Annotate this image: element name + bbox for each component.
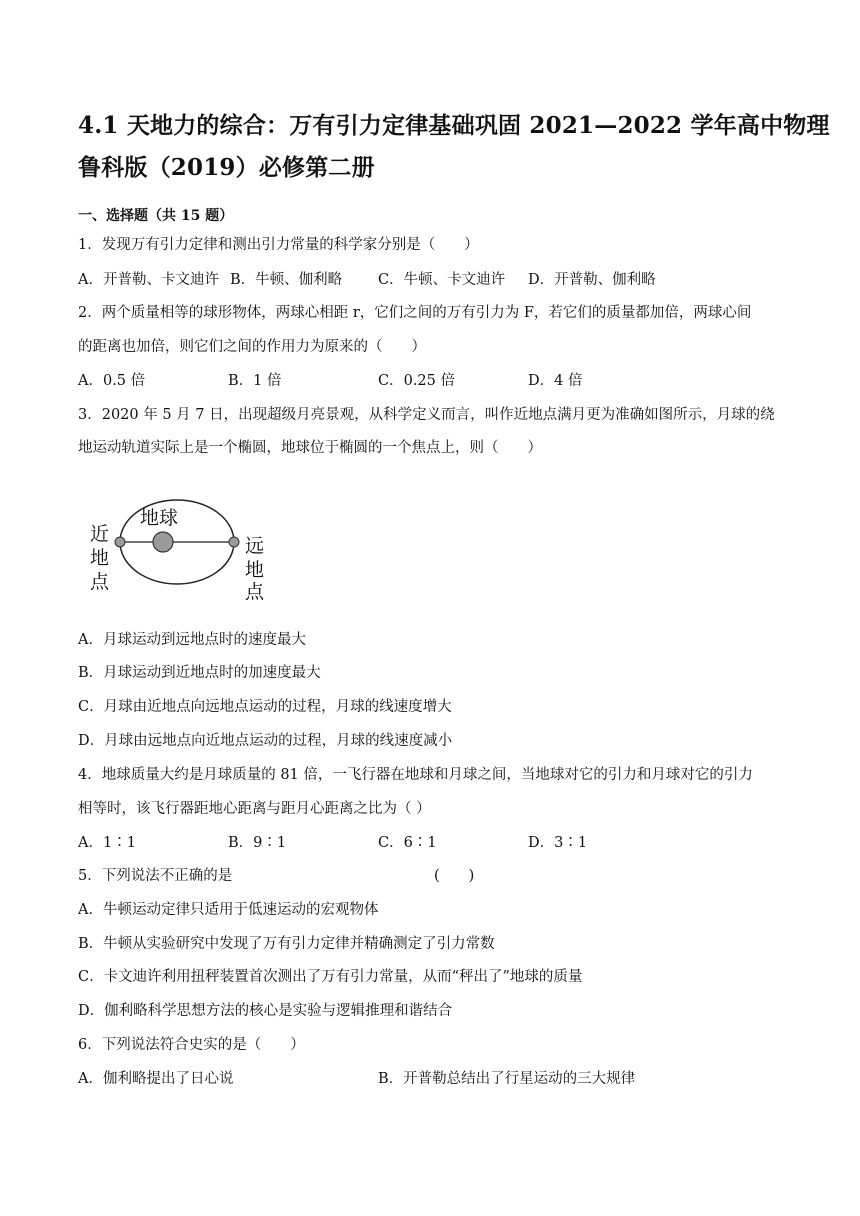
- question-1-option-d: D．开普勒、伽利略: [528, 272, 656, 288]
- question-4-stem-line-1: 4．地球质量大约是月球质量的 81 倍，一飞行器在地球和月球之间，当地球对它的引力和月球对它的引力: [78, 767, 753, 783]
- question-5-option-d: D．伽利略科学思想方法的核心是实验与逻辑推理和谐结合: [78, 1003, 453, 1019]
- question-5-option-a: A．牛顿运动定律只适用于低速运动的宏观物体: [78, 902, 379, 918]
- section-heading: 一、选择题（共 15 题）: [78, 208, 234, 224]
- apogee-label-char-3: 点: [245, 581, 265, 600]
- question-1-option-c: C．牛顿、卡文迪许: [378, 272, 506, 288]
- question-2-option-a: A．0.5 倍: [78, 373, 146, 389]
- question-1-option-b: B．牛顿、伽利略: [230, 272, 343, 288]
- question-3-stem-line-2: 地运动轨道实际上是一个椭圆，地球位于椭圆的一个焦点上，则（ ）: [78, 440, 542, 456]
- earth-circle: [153, 532, 173, 552]
- apogee-label-char-1: 远: [245, 535, 265, 557]
- question-2-option-c: C．0.25 倍: [378, 373, 455, 389]
- question-2-option-d: D．4 倍: [528, 373, 583, 389]
- question-6-option-a: A．伽利略提出了日心说: [78, 1071, 234, 1087]
- apogee-moon-dot: [229, 537, 239, 547]
- question-5-answer-bracket: ( ): [434, 868, 475, 884]
- question-3-option-b: B．月球运动到近地点时的加速度最大: [78, 665, 321, 681]
- question-2-stem-line-1: 2．两个质量相等的球形物体，两球心相距 r，它们之间的万有引力为 F，若它们的质量都加倍，两球心间: [78, 305, 752, 321]
- orbit-diagram: [82, 490, 282, 600]
- question-2-stem-line-2: 的距离也加倍，则它们之间的作用力为原来的（ ）: [78, 339, 426, 355]
- question-6-option-b: B．开普勒总结出了行星运动的三大规律: [378, 1071, 636, 1087]
- question-3-option-d: D．月球由远地点向近地点运动的过程，月球的线速度减小: [78, 733, 453, 749]
- question-5-option-c: C．卡文迪许利用扭秤装置首次测出了万有引力常量，从而“秤出了”地球的质量: [78, 969, 583, 985]
- perigee-label-char-3: 点: [90, 571, 110, 593]
- question-4-option-d: D．3∶1: [528, 835, 588, 851]
- question-5-stem: 5．下列说法不正确的是: [78, 868, 233, 884]
- perigee-moon-dot: [115, 537, 125, 547]
- question-4-option-c: C．6∶1: [378, 835, 437, 851]
- question-4-stem-line-2: 相等时，该飞行器距地心距离与距月心距离之比为（ ）: [78, 801, 431, 817]
- document-title-line-1: 4.1 天地力的综合：万有引力定律基础巩固 2021—2022 学年高中物理: [78, 112, 830, 139]
- question-2-option-b: B．1 倍: [228, 373, 282, 389]
- document-title-line-2: 鲁科版（2019）必修第二册: [78, 154, 375, 181]
- apogee-label-char-2: 地: [245, 559, 265, 581]
- question-1-stem: 1．发现万有引力定律和测出引力常量的科学家分别是（ ）: [78, 237, 479, 253]
- perigee-label-char-2: 地: [90, 547, 110, 569]
- question-6-stem: 6．下列说法符合史实的是（ ）: [78, 1037, 305, 1053]
- question-3-stem-line-1: 3．2020 年 5 月 7 日，出现超级月亮景观，从科学定义而言，叫作近地点满月更为准确如图所示，月球的绕: [78, 407, 775, 423]
- question-1-option-a: A．开普勒、卡文迪许: [78, 272, 219, 288]
- earth-label: 地球: [140, 507, 179, 529]
- question-4-option-a: A．1∶1: [78, 835, 136, 851]
- perigee-label-char-1: 近: [90, 523, 110, 545]
- question-5-option-b: B．牛顿从实验研究中发现了万有引力定律并精确测定了引力常数: [78, 936, 495, 952]
- question-4-option-b: B．9∶1: [228, 835, 287, 851]
- question-3-option-a: A．月球运动到远地点时的速度最大: [78, 632, 306, 648]
- question-3-option-c: C．月球由近地点向远地点运动的过程，月球的线速度增大: [78, 699, 452, 715]
